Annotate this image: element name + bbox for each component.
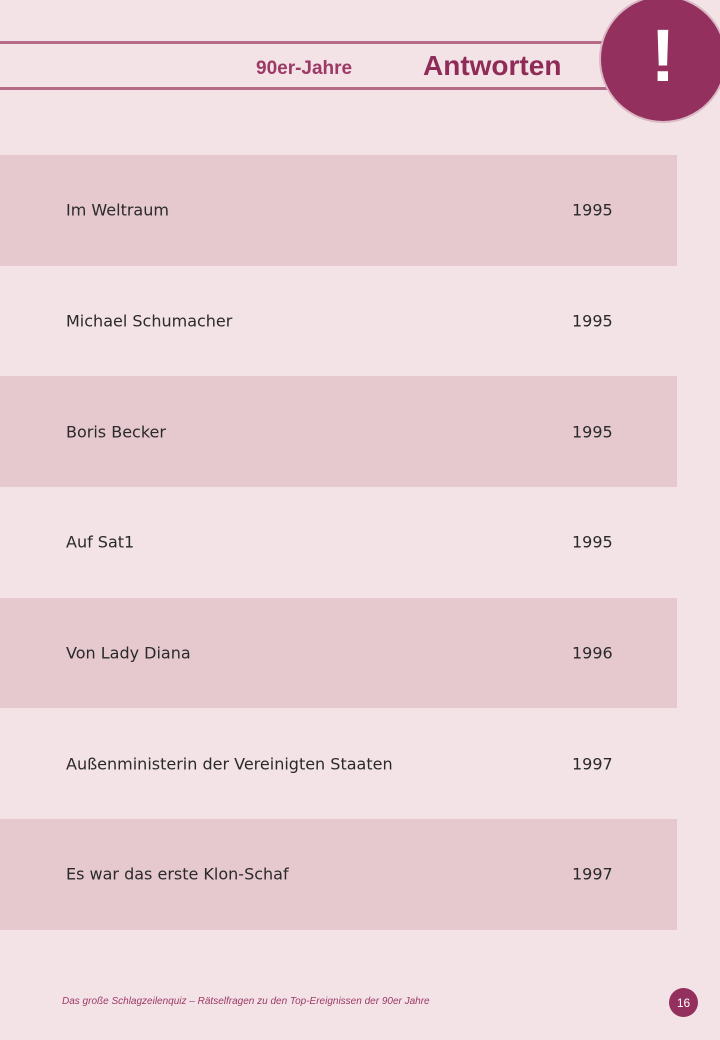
answer-text: Auf Sat1 xyxy=(66,532,135,552)
answer-year: 1995 xyxy=(572,422,613,442)
header-rule-top xyxy=(0,41,608,44)
chapter-title: 90er-Jahre xyxy=(256,58,353,79)
answer-text: Von Lady Diana xyxy=(66,643,191,663)
answer-year: 1996 xyxy=(572,643,613,663)
answer-year: 1997 xyxy=(572,864,613,884)
answer-text: Außenministerin der Vereinigten Staaten xyxy=(66,754,393,774)
answer-row xyxy=(0,598,677,709)
page-number: 16 xyxy=(669,988,698,1017)
answer-text: Boris Becker xyxy=(66,422,166,442)
answer-row xyxy=(0,376,677,487)
section-title: Antworten xyxy=(423,50,562,81)
answer-text: Michael Schumacher xyxy=(66,311,233,331)
footer-text: Das große Schlagzeilenquiz – Rätselfragen zu den Top-Ereignissen der 90er Jahre xyxy=(62,996,430,1007)
answer-year: 1995 xyxy=(572,200,613,220)
exclamation-icon: ! xyxy=(650,14,676,97)
answer-year: 1995 xyxy=(572,532,613,552)
answer-text: Es war das erste Klon-Schaf xyxy=(66,864,289,884)
answer-year: 1995 xyxy=(572,311,613,331)
answer-row xyxy=(0,819,677,930)
answers-table xyxy=(0,155,677,930)
answer-row xyxy=(0,155,677,266)
header-rule-bottom xyxy=(0,87,612,90)
exclamation-badge xyxy=(601,0,720,121)
answer-row xyxy=(0,487,677,598)
answer-row xyxy=(0,708,677,819)
answer-row xyxy=(0,266,677,377)
answer-year: 1997 xyxy=(572,754,613,774)
answer-text: Im Weltraum xyxy=(66,200,169,220)
